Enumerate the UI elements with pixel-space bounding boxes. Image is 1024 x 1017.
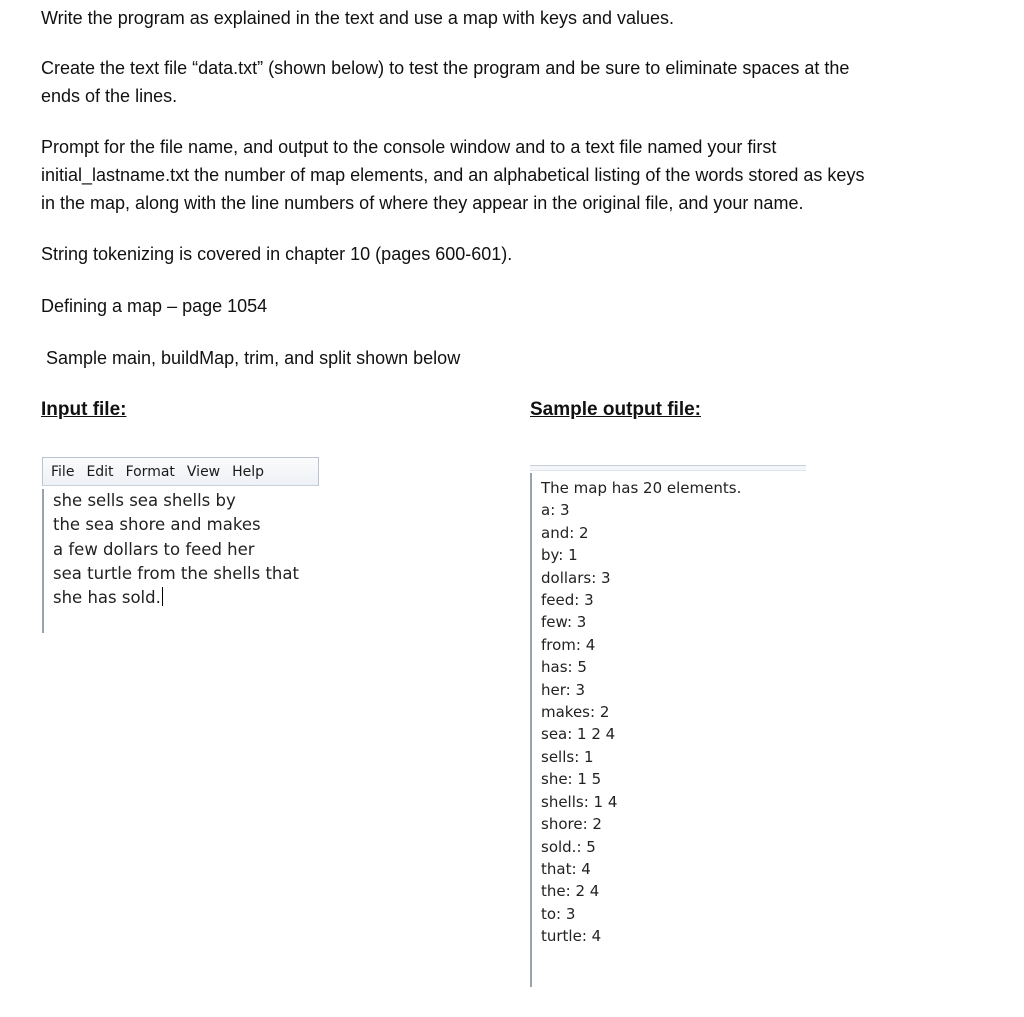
- instruction-sample: Sample main, buildMap, trim, and split shown below: [46, 348, 461, 368]
- input-line-4: sea turtle from the shells that: [53, 563, 299, 583]
- output-line-3: and: 2: [541, 523, 589, 542]
- output-line-16: shore: 2: [541, 815, 602, 834]
- menu-help[interactable]: Help: [232, 463, 265, 480]
- output-line-8: from: 4: [541, 635, 596, 654]
- output-line-18: that: 4: [541, 859, 591, 878]
- input-line-5: she has sold.: [53, 588, 161, 608]
- notepad-window: [42, 457, 319, 633]
- output-line-13: sells: 1: [541, 747, 594, 766]
- instruction-map-page: Defining a map – page 1054: [41, 296, 268, 316]
- output-line-7: few: 3: [541, 613, 587, 632]
- input-line-2: the sea shore and makes: [53, 515, 261, 535]
- input-line-3: a few dollars to feed her: [53, 539, 255, 559]
- output-line-5: dollars: 3: [541, 568, 611, 587]
- menu-view[interactable]: View: [186, 463, 221, 480]
- instruction-create-file-line1: Create the text file “data.txt” (shown below) to test the program and be sure to eliminate spaces at the: [41, 58, 850, 78]
- input-line-1: she sells sea shells by: [53, 491, 236, 510]
- output-line-17: sold.: 5: [541, 837, 596, 856]
- instruction-prompt: [41, 133, 971, 217]
- menu-format[interactable]: Format: [125, 463, 175, 480]
- output-line-6: feed: 3: [541, 591, 594, 610]
- instruction-prompt-line3: in the map, along with the line numbers of where they appear in the original file, and your name.: [41, 193, 804, 213]
- instruction-prompt-line2: initial_lastname.txt the number of map elements, and an alphabetical listing of the words stored as keys: [41, 165, 865, 185]
- input-file-heading: Input file:: [41, 399, 127, 420]
- output-line-14: she: 1 5: [541, 770, 602, 789]
- instruction-prompt-line1: Prompt for the file name, and output to the console window and to a text file named your first: [41, 137, 777, 157]
- output-line-2: a: 3: [541, 501, 570, 520]
- menu-file[interactable]: File: [51, 463, 75, 480]
- notepad-text-area[interactable]: [42, 489, 319, 633]
- output-file-heading: Sample output file:: [530, 399, 701, 420]
- output-line-20: to: 3: [541, 904, 576, 923]
- text-caret: [162, 587, 163, 606]
- output-line-10: her: 3: [541, 680, 586, 699]
- instruction-map: Write the program as explained in the text and use a map with keys and values.: [41, 8, 675, 28]
- output-line-12: sea: 1 2 4: [541, 725, 616, 744]
- instruction-create-file-line2: ends of the lines.: [41, 86, 178, 106]
- output-line-21: turtle: 4: [541, 927, 602, 946]
- output-line-11: makes: 2: [541, 703, 610, 722]
- output-text-area[interactable]: [530, 473, 806, 987]
- notepad-menubar: [42, 457, 319, 486]
- instruction-tokenizing: String tokenizing is covered in chapter 10 (pages 600-601).: [41, 244, 513, 264]
- output-window-topbar: [530, 465, 806, 471]
- instruction-create-file: [41, 54, 971, 110]
- output-line-15: shells: 1 4: [541, 792, 618, 811]
- output-line-9: has: 5: [541, 658, 587, 677]
- output-line-1: The map has 20 elements.: [541, 479, 742, 497]
- output-line-19: the: 2 4: [541, 882, 600, 901]
- output-line-4: by: 1: [541, 546, 578, 565]
- menu-edit[interactable]: Edit: [86, 463, 114, 480]
- output-window: [530, 465, 806, 987]
